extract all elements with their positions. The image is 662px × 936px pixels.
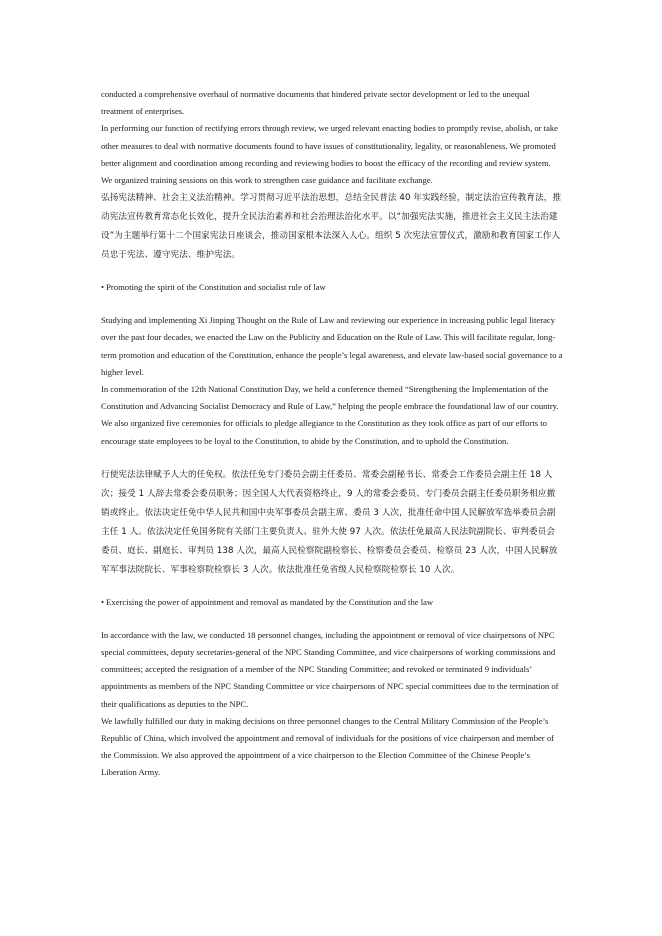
paragraph-chinese-appointment-power: 行使宪法法律赋予人大的任免权。依法任免专门委员会副主任委员、常委会副秘书长、常委会工作委员会副主任 18 人次；接受 1 人辞去常委会委员职务；因全国人大代表资格终止，9 人的常委会委员、专门委员会副主任委员职务相应撤销或终止。依法决定任免中华人民共和国中央军事委员会副主席、委员 3 人次，批准任命中国人民解放军选举委员会副主任 1 人。依法决定任免国务院有关部门主要负责人、驻外大使 97 人次。依法任免最高人民法院副院长、审判委员会委员、庭长、副庭长、审判员 138 人次，最高人民检察院副检察长、检察委员会委员、检察员 23 人次，中国人民解放军军事法院院长、军事检察院检察长 3 人次。依法批准任免省级人民检察院检察长 10 人次。	[101, 469, 558, 575]
section-heading-appointment-power: • Exercising the power of appointment and removal as mandated by the Constitution and the law	[101, 596, 434, 607]
document-page	[101, 86, 563, 782]
section-heading-constitution-spirit: • Promoting the spirit of the Constitution and socialist rule of law	[101, 282, 326, 293]
paragraph-private-sector: conducted a comprehensive overhaul of normative documents that hindered private sector development or led to the unequal treatment of enterprises.	[101, 89, 530, 117]
paragraph-personnel-changes: In accordance with the law, we conducted 18 personnel changes, including the appointment or removal of vice chairpersons of NPC special committees, deputy secretaries-general of the NPC Standing Committee, and vice chairpersons of working commissions and committees; accepted the resignation of a member of the NPC Standing Committee; and revoked or terminated 9 individuals’ appointments as members of the NPC Standing Committee or vice chairpersons of NPC special committees due to the termination of their qualifications as deputies to the NPC.	[101, 629, 559, 709]
paragraph-legal-literacy: Studying and implementing Xi Jinping Thought on the Rule of Law and reviewing our experience in increasing public legal literacy over the past four decades, we enacted the Law on the Publicity and Education on the Rule of Law. This will facilitate regular, long-term promotion and education of the Constitution, enhance the people’s legal awareness, and elevate law-based social governance to a higher level.	[101, 315, 563, 377]
paragraph-chinese-constitution-spirit: 弘扬宪法精神、社会主义法治精神。学习贯彻习近平法治思想，总结全民普法 40 年实践经验，制定法治宣传教育法，推动宪法宣传教育常态化长效化，提升全民法治素养和社会治理法治化水平。以“加强宪法实施，推进社会主义民主法治建设”为主题举行第十二个国家宪法日座谈会，推动国家根本法深入人心。组织 5 次宪法宣誓仪式，激励和教育国家工作人员忠于宪法、遵守宪法、维护宪法。	[101, 193, 562, 261]
paragraph-rectifying-errors: In performing our function of rectifying errors through review, we urged relevant enacting bodies to promptly revise, abolish, or take other measures to deal with normative documents found to have issues of constitutionality, legality, or reasonableness. We promoted better alignment and coordination among recording and reviewing bodies to boost the efficacy of the recording and review system. We organized training sessions on this work to strengthen case guidance and facilitate exchange.	[101, 123, 558, 186]
paragraph-constitution-day: In commemoration of the 12th National Constitution Day, we held a conference themed “Strengthening the Implementation of the Constitution and Advancing Socialist Democracy and Rule of Law,” helping the people embrace the foundational law of our country. We also organized five ceremonies for officials to pledge allegiance to the Constitution as they took office as part of our efforts to encourage state employees to be loyal to the Constitution, to abide by the Constitution, and to uphold the Constitution.	[101, 384, 559, 446]
paragraph-military-commission: We lawfully fulfilled our duty in making decisions on three personnel changes to the Central Military Commission of the People’s Republic of China, which involved the appointment and removal of individuals for the positions of vice chairperson and member of the Commission. We also approved the appointment of a vice chairperson to the Election Committee of the Chinese People’s Liberation Army.	[101, 715, 554, 778]
